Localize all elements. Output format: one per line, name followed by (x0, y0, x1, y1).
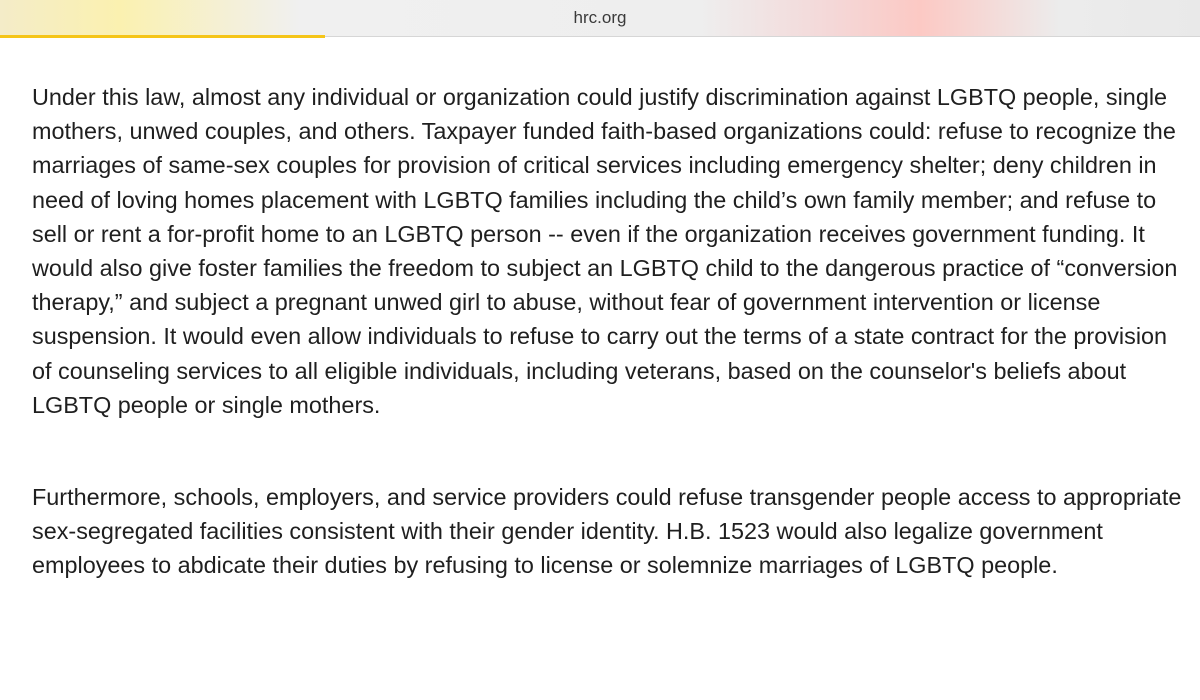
page-load-progress-bar (0, 35, 325, 38)
address-bar[interactable] (0, 0, 1200, 37)
article-body (32, 80, 1182, 583)
url-text[interactable]: hrc.org (573, 8, 627, 27)
article-paragraph: Under this law, almost any individual or organization could justify discrimination against LGBTQ people, single mothers, unwed couples, and others. Taxpayer funded faith-based organizations could: refuse to recognize the marriages of same-sex couples for provision of critical services including emergency shelter; deny children in need of loving homes placement with LGBTQ families including the child’s own family member; and refuse to sell or rent a for-profit home to an LGBTQ person -- even if the organization receives government funding. It would also give foster families the freedom to subject an LGBTQ child to the dangerous practice of “conversion therapy,” and subject a pregnant unwed girl to abuse, without fear of government intervention or license suspension. It would even allow individuals to refuse to carry out the terms of a state contract for the provision of counseling services to all eligible individuals, including veterans, based on the counselor's beliefs about LGBTQ people or single mothers. (32, 84, 1178, 418)
article-paragraph: Furthermore, schools, employers, and service providers could refuse transgender people access to appropriate sex-segregated facilities consistent with their gender identity. H.B. 1523 would also legalize government employees to abdicate their duties by refusing to license or solemnize marriages of LGBTQ people. (32, 484, 1182, 579)
